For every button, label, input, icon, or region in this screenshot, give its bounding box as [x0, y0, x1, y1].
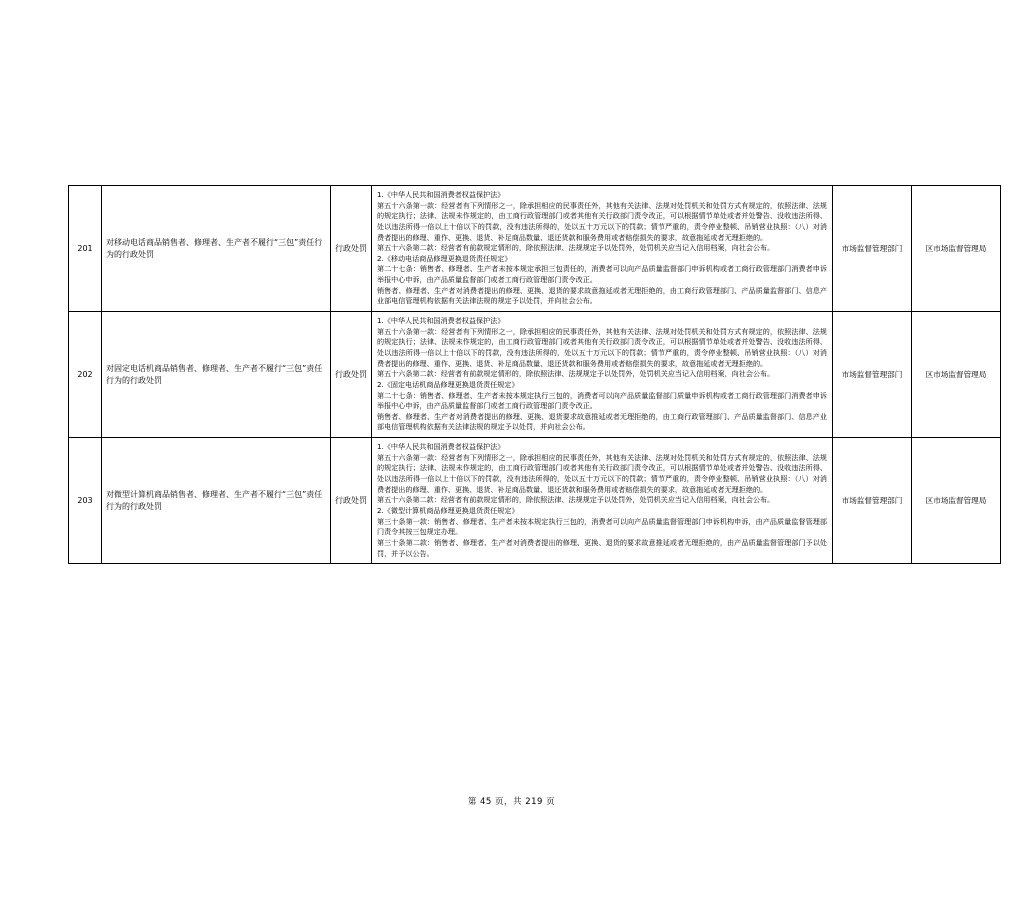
row-item-name: 对固定电话机商品销售者、修理者、生产者不履行“三包”责任行为的行政处罚 — [102, 312, 331, 438]
basis-line: 第二十七条：销售者、修理者、生产者未按本规定承担三包责任的，消费者可以向产品质量监督部门申诉机构或者工商行政管理部门消费者申诉举报中心申诉，由产品质量监督部门或者工商行政管理部门责令改正。 — [377, 264, 827, 285]
row-department: 市场监督管理部门 — [833, 438, 912, 564]
table-row — [69, 312, 1001, 438]
basis-line: 第五十六条第一款：经营者有下列情形之一，除承担相应的民事责任外，其他有关法律、法规对处罚机关和处罚方式有规定的，依照法律、法规的规定执行；法律、法规未作规定的，由工商行政管理部门或者其他有关行政部门责令改正，可以根据情节单处或者并处警告、没收违法所得、处以违法所得一倍以上十倍以下的罚款，没有违法所得的，处以五十万元以下的罚款；情节严重的，责令停业整顿、吊销营业执照：（八）对消费者提出的修理、重作、更换、退货、补足商品数量、退还货款和服务费用或者赔偿损失的要求，故意拖延或者无理拒绝的。 — [377, 326, 827, 368]
basis-line: 销售者、修理者、生产者对消费者提出的修理、更换、退货要求故意推延或者无理拒绝的，由工商行政管理部门、产品质量监督部门、信息产业部电信管理机构依据有关法律法规的规定予以处罚，并向社会公布。 — [377, 411, 827, 432]
row-item-name: 对移动电话商品销售者、修理者、生产者不履行“三包”责任行为的行政处罚 — [102, 186, 331, 312]
row-organization: 区市场监督管理局 — [912, 312, 1001, 438]
row-legal-basis — [372, 312, 833, 438]
table-body — [69, 186, 1001, 564]
basis-line: 第五十六条第一款：经营者有下列情形之一，除承担相应的民事责任外，其他有关法律、法规对处罚机关和处罚方式有规定的，依照法律、法规的规定执行；法律、法规未作规定的，由工商行政管理部门或者其他有关行政部门责令改正，可以根据情节单处或者并处警告、没收违法所得、处以违法所得一倍以上十倍以下的罚款，没有违法所得的，处以五十万元以下的罚款；情节严重的，责令停业整顿、吊销营业执照：（八）对消费者提出的修理、重作、更换、退货、补足商品数量、退还货款和服务费用或者赔偿损失的要求，故意拖延或者无理拒绝的。 — [377, 452, 827, 494]
regulation-table — [68, 185, 1001, 564]
row-number: 203 — [69, 438, 102, 564]
basis-line: 第二十七条：销售者、修理者、生产者未按本规定执行三包的，消费者可以向产品质量监督部门质量申诉机构或者工商行政管理部门消费者申诉举报中心申诉，由产品质量监督部门或者工商行政管理部门责令改正。 — [377, 390, 827, 411]
basis-line: 1.《中华人民共和国消费者权益保护法》 — [377, 316, 505, 326]
row-type: 行政处罚 — [331, 438, 372, 564]
row-organization: 区市场监督管理局 — [912, 438, 1001, 564]
row-number: 201 — [69, 186, 102, 312]
basis-line: 第五十六条第二款：经营者有前款规定情形的，除依照法律、法规规定予以处罚外，处罚机关应当记入信用档案，向社会公布。 — [377, 369, 775, 379]
row-organization: 区市场监督管理局 — [912, 186, 1001, 312]
table-row — [69, 186, 1001, 312]
basis-line: 第五十六条第一款：经营者有下列情形之一，除承担相应的民事责任外，其他有关法律、法规对处罚机关和处罚方式有规定的，依照法律、法规的规定执行；法律、法规未作规定的，由工商行政管理部门或者其他有关行政部门责令改正，可以根据情节单处或者并处警告、没收违法所得、处以违法所得一倍以上十倍以下的罚款，没有违法所得的，处以五十万元以下的罚款；情节严重的，责令停业整顿、吊销营业执照：（八）对消费者提出的修理、重作、更换、退货、补足商品数量、退还货款和服务费用或者赔偿损失的要求，故意拖延或者无理拒绝的。 — [377, 200, 827, 242]
basis-line: 第五十六条第二款：经营者有前款规定情形的，除依照法律、法规规定予以处罚外，处罚机关应当记入信用档案，向社会公布。 — [377, 495, 775, 505]
basis-line: 1.《中华人民共和国消费者权益保护法》 — [377, 190, 505, 199]
basis-line: 1.《中华人民共和国消费者权益保护法》 — [377, 442, 505, 452]
row-department: 市场监督管理部门 — [833, 312, 912, 438]
basis-line: 第三十条第一款：销售者、修理者、生产者未按本规定执行三包的，消费者可以向产品质量监督管理部门申诉机构申诉，由产品质量监督管理部门责令其按三包规定办理。 — [377, 516, 827, 537]
row-department: 市场监督管理部门 — [833, 186, 912, 312]
basis-line: 2.《微型计算机商品修理更换退货责任规定》 — [377, 505, 519, 515]
table-row — [69, 438, 1001, 564]
page-footer: 第 45 页，共 219 页 — [467, 797, 556, 807]
basis-line: 2.《固定电话机商品修理更换退货责任规定》 — [377, 379, 519, 389]
row-number: 202 — [69, 312, 102, 438]
basis-line: 第五十六条第二款：经营者有前款规定情形的，除依照法律、法规规定予以处罚外，处罚机关应当记入信用档案，向社会公布。 — [377, 243, 775, 253]
row-legal-basis — [372, 186, 833, 312]
basis-line: 2.《移动电话商品修理更换退货责任规定》 — [377, 253, 512, 263]
row-type: 行政处罚 — [331, 312, 372, 438]
row-legal-basis — [372, 438, 833, 564]
row-type: 行政处罚 — [331, 186, 372, 312]
row-item-name: 对微型计算机商品销售者、修理者、生产者不履行“三包”责任行为的行政处罚 — [102, 438, 331, 564]
basis-line: 第三十条第二款：销售者、修理者、生产者对消费者提出的修理、更换、退货的要求故意推延或者无理拒绝的，由产品质量监督管理部门予以处罚，并予以公告。 — [377, 537, 827, 558]
basis-line: 销售者、修理者、生产者对消费者提出的修理、更换、退货的要求故意拖延或者无理拒绝的，由工商行政管理部门、产品质量监督部门、信息产业部电信管理机构依据有关法律法规的规定予以处罚，并向社会公布。 — [377, 285, 827, 306]
